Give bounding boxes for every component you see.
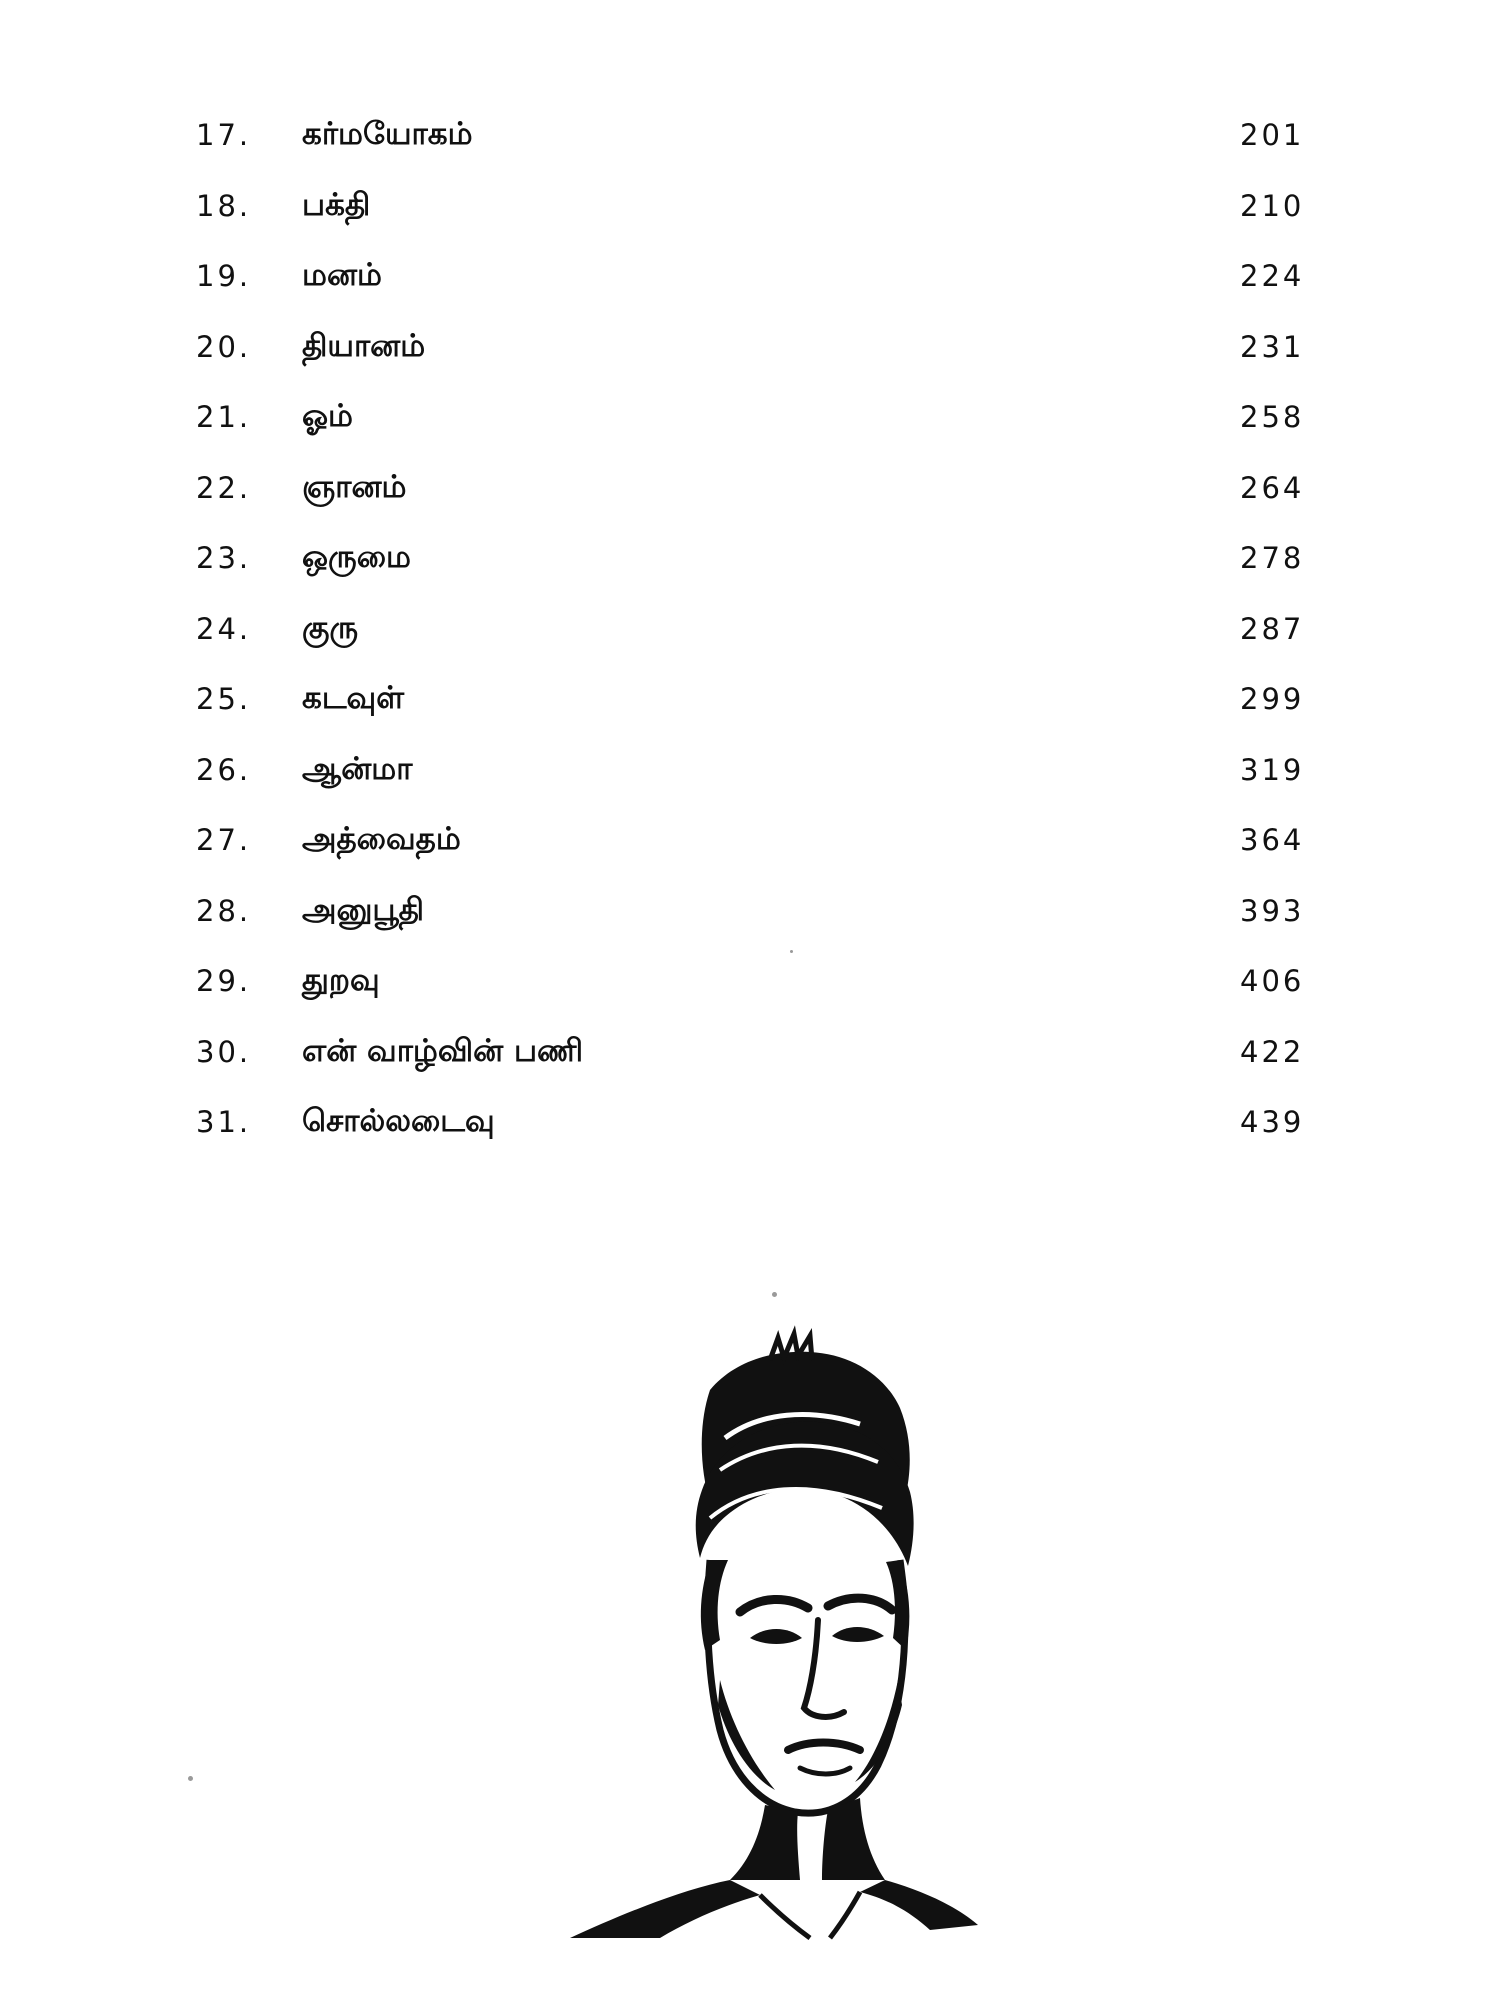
toc-row-3[interactable] <box>0 324 1500 395</box>
toc-number: 24. <box>196 611 252 646</box>
toc-row-4[interactable] <box>0 394 1500 465</box>
toc-page-number: 264 <box>1240 470 1305 505</box>
toc-number: 19. <box>196 259 252 293</box>
scan-speck <box>188 1776 193 1781</box>
toc-row-13[interactable] <box>0 1029 1500 1100</box>
toc-row-2[interactable] <box>0 253 1500 324</box>
toc-page-number: 406 <box>1240 964 1305 998</box>
turbaned-portrait-sketch-icon <box>560 1320 980 1940</box>
toc-row-7[interactable] <box>0 606 1500 677</box>
toc-title: ஓம் <box>302 398 353 434</box>
toc-row-9[interactable] <box>0 747 1500 818</box>
toc-page-number: 210 <box>1240 188 1305 223</box>
toc-row-6[interactable] <box>0 535 1500 606</box>
toc-number: 18. <box>196 188 252 223</box>
table-of-contents <box>0 112 1500 1170</box>
toc-page-number: 231 <box>1240 329 1305 364</box>
toc-title: ஒருமை <box>302 539 411 575</box>
scan-speck <box>790 950 793 953</box>
toc-number: 23. <box>196 541 252 575</box>
toc-number: 30. <box>196 1034 252 1069</box>
toc-row-1[interactable] <box>0 183 1500 254</box>
toc-row-11[interactable] <box>0 888 1500 959</box>
toc-title: கர்மயோகம் <box>302 116 473 152</box>
toc-title: குரு <box>302 609 359 646</box>
toc-number: 27. <box>196 823 252 857</box>
toc-title: கடவுள் <box>302 680 405 716</box>
toc-title: பக்தி <box>302 186 371 223</box>
scan-speck <box>772 1292 777 1297</box>
toc-number: 21. <box>196 400 252 434</box>
toc-title: ஆன்மா <box>302 750 413 787</box>
toc-page-number: 258 <box>1240 400 1305 434</box>
toc-number: 26. <box>196 752 252 787</box>
toc-number: 28. <box>196 893 252 928</box>
toc-row-14[interactable] <box>0 1099 1500 1170</box>
toc-title: துறவு <box>302 962 380 998</box>
toc-title: என் வாழ்வின் பணி <box>302 1032 584 1069</box>
toc-page-number: 393 <box>1240 893 1305 928</box>
toc-title: சொல்லடைவு <box>302 1103 495 1139</box>
toc-page-number: 224 <box>1240 259 1305 293</box>
toc-title: மனம் <box>302 257 382 293</box>
toc-page-number: 278 <box>1240 541 1305 575</box>
toc-row-0[interactable] <box>0 112 1500 183</box>
toc-row-5[interactable] <box>0 465 1500 536</box>
toc-number: 20. <box>196 329 252 364</box>
toc-page-number: 201 <box>1240 118 1305 152</box>
toc-row-8[interactable] <box>0 676 1500 747</box>
toc-page-number: 319 <box>1240 752 1305 787</box>
toc-number: 31. <box>196 1105 252 1139</box>
toc-page-number: 422 <box>1240 1034 1305 1069</box>
toc-title: ஞானம் <box>302 468 407 505</box>
toc-page-number: 364 <box>1240 823 1305 857</box>
toc-row-12[interactable] <box>0 958 1500 1029</box>
toc-number: 29. <box>196 964 252 998</box>
toc-title: அனுபூதி <box>302 891 425 928</box>
toc-title: அத்வைதம் <box>302 821 461 857</box>
toc-number: 25. <box>196 682 252 716</box>
toc-page-number: 287 <box>1240 611 1305 646</box>
toc-page-number: 439 <box>1240 1105 1305 1139</box>
toc-number: 22. <box>196 470 252 505</box>
toc-title: தியானம் <box>302 327 426 364</box>
toc-number: 17. <box>196 118 252 152</box>
toc-page-number: 299 <box>1240 682 1305 716</box>
toc-row-10[interactable] <box>0 817 1500 888</box>
